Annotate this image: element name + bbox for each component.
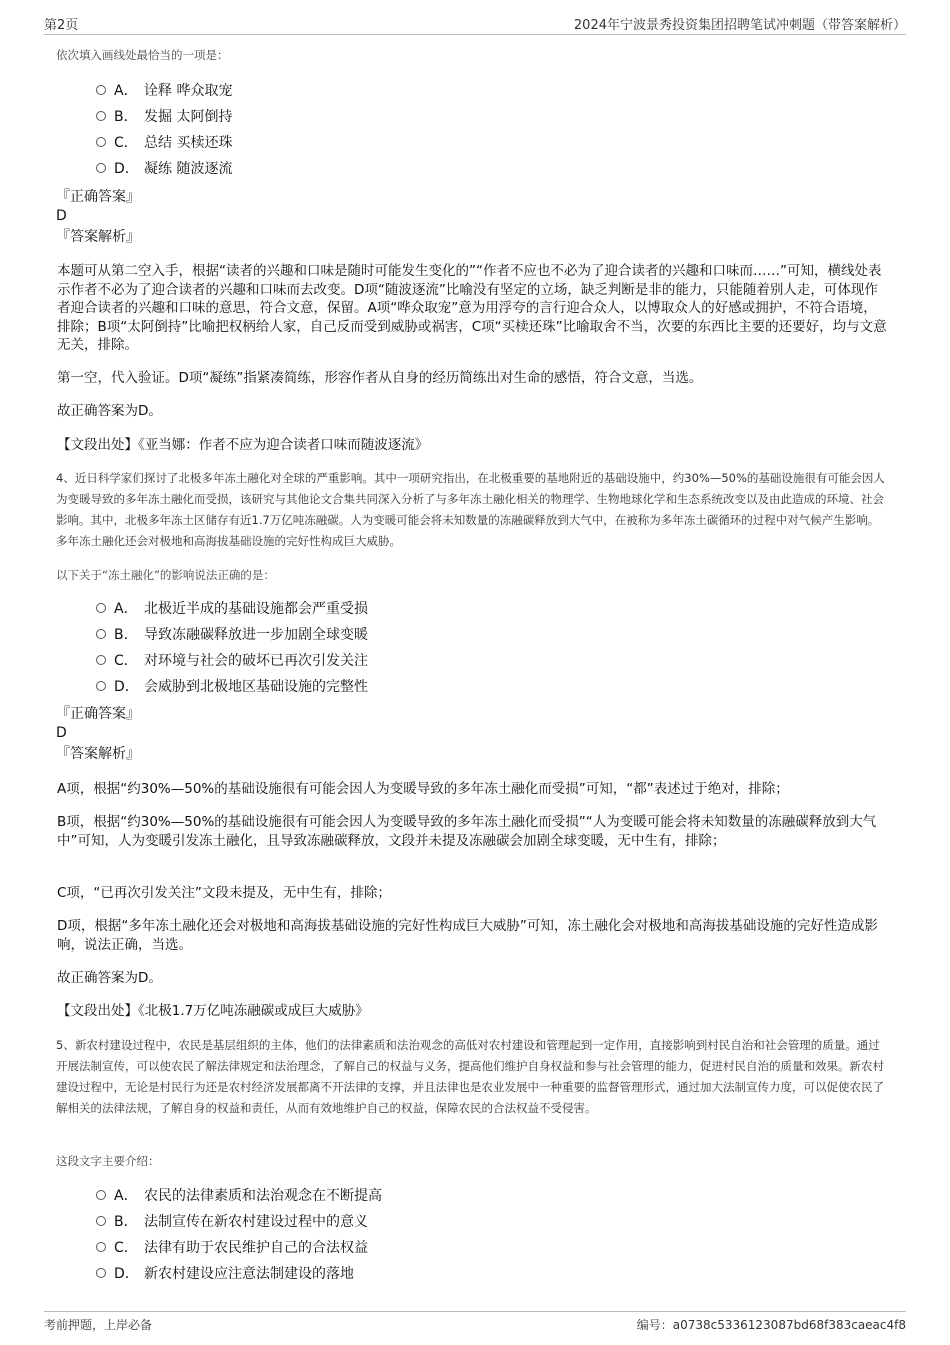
q3-source: 【文段出处】《亚当娜：作者不应为迎合读者口味而随波逐流》 [57, 437, 429, 453]
q4-analysis-label: 『答案解析』 [56, 746, 140, 762]
q4-source: 【文段出处】《北极1.7万亿吨冻融碳或成巨大威胁》 [57, 1003, 369, 1019]
q3-instruction: 依次填入画线处最恰当的一项是： [56, 48, 229, 62]
code-label: 编号： [636, 1318, 673, 1332]
q3-conclusion: 故正确答案为D。 [57, 403, 162, 419]
q3-option-c[interactable]: C． 总结 买椟还珠 [96, 133, 232, 153]
q5-option-c[interactable]: C． 法律有助于农民维护自己的合法权益 [96, 1238, 368, 1258]
q3-answer: D [56, 208, 67, 224]
radio-icon[interactable] [96, 603, 106, 613]
radio-icon[interactable] [96, 111, 106, 121]
q3-option-d[interactable]: D． 凝练 随波逐流 [96, 159, 232, 179]
q4-answer: D [56, 725, 67, 741]
radio-icon[interactable] [96, 655, 106, 665]
q5-option-d[interactable]: D． 新农村建设应注意法制建设的落地 [96, 1264, 354, 1284]
code-value: a0738c5336123087bd68f383caeac4f8 [672, 1318, 906, 1332]
page-header [44, 12, 906, 35]
q4-analysis-a: A项，根据“约30%—50%的基础设施很有可能会因人为变暖导致的多年冻土融化而受损”可知，“都”表述过于绝对，排除； [57, 781, 789, 797]
radio-icon[interactable] [96, 681, 106, 691]
q4-option-c[interactable]: C． 对环境与社会的破坏已再次引发关注 [96, 651, 368, 671]
q5-option-b[interactable]: B． 法制宣传在新农村建设过程中的意义 [96, 1212, 368, 1232]
q4-conclusion: 故正确答案为D。 [57, 970, 162, 986]
radio-icon[interactable] [96, 629, 106, 639]
q4-analysis-b: B项，根据“约30%—50%的基础设施很有可能会因人为变暖导致的多年冻土融化而受损”“人为变暖可能会将未知数量的冻融碳释放到大气中”可知，人为变暖引发冻土融化，且导致冻融碳释放，文段并未提及冻融碳会加剧全球变暖，无中生有，排除； [57, 814, 877, 849]
q4-answer-label: 『正确答案』 [56, 706, 140, 722]
q3-option-a[interactable]: A． 诠释 哗众取宠 [96, 81, 232, 101]
page-number: 第2页 [44, 18, 79, 33]
q4-passage: 4、近日科学家们探讨了北极多年冻土融化对全球的严重影响。其中一项研究指出，在北极重要的基地附近的基础设施中，约30%—50%的基础设施很有可能会因人为变暖导致的多年冻土融化而受损，该研究与其他论文合集共同深入分析了与多年冻土融化相关的物理学、生物地球化学和生态系统改变以及由此造成的环境、社会影响。其中，北极多年冻土区储存有近1.7万亿吨冻融碳。人为变暖可能会将未知数量的冻融碳释放到大气中，在被称为多年冻土碳循环的过程中对气候产生影响。多年冻土融化还会对极地和高海拔基础设施的完好性构成巨大威胁。 [56, 471, 885, 548]
radio-icon[interactable] [96, 1242, 106, 1252]
q5-option-a[interactable]: A． 农民的法律素质和法治观念在不断提高 [96, 1186, 382, 1206]
radio-icon[interactable] [96, 1268, 106, 1278]
document-code [637, 1316, 906, 1333]
q3-analysis-label: 『答案解析』 [56, 229, 140, 245]
q3-answer-label: 『正确答案』 [56, 189, 140, 205]
q5-instruction: 这段文字主要介绍： [56, 1154, 160, 1168]
radio-icon[interactable] [96, 1190, 106, 1200]
q4-analysis-c: C项，“已再次引发关注”文段未提及，无中生有，排除； [57, 885, 391, 901]
radio-icon[interactable] [96, 163, 106, 173]
document-title: 2024年宁波景秀投资集团招聘笔试冲刺题（带答案解析） [573, 18, 906, 33]
radio-icon[interactable] [96, 1216, 106, 1226]
radio-icon[interactable] [96, 137, 106, 147]
q3-analysis-paragraph: 本题可从第二空入手，根据“读者的兴趣和口味是随时可能发生变化的”“作者不应也不必为了迎合读者的兴趣和口味而……”可知，横线处表示作者不必为了迎合读者的兴趣和口味而去改变。D项“随波逐流”比喻没有坚定的立场，缺乏判断是非的能力，只能随着别人走，可体现作者迎合读者的兴趣和口味的意思，符合文意，保留。A项“哗众取宠”意为用浮夸的言行迎合众人，以博取众人的好感或拥护，不符合语境，排除；B项“太阿倒持”比喻把权柄给人家，自己反而受到威胁或祸害，C项“买椟还珠”比喻取舍不当，次要的东西比主要的还要好，均与文意无关，排除。 [57, 263, 887, 353]
q4-option-b[interactable]: B． 导致冻融碳释放进一步加剧全球变暖 [96, 625, 368, 645]
radio-icon[interactable] [96, 85, 106, 95]
footer-slogan: 考前押题，上岸必备 [44, 1318, 153, 1332]
q5-passage: 5、新农村建设过程中，农民是基层组织的主体，他们的法律素质和法治观念的高低对农村建设和管理起到一定作用，直接影响到村民自治和社会管理的质量。通过开展法制宣传，可以使农民了解法律规定和法治理念，了解自己的权益与义务，提高他们维护自身权益和参与社会管理的能力，促进村民自治的质量和效果。新农村建设过程中，无论是村民行为还是农村经济发展都离不开法律的支撑，并且法律也是农业发展中一种重要的监督管理形式，通过加大法制宣传力度，可以促使农民了解相关的法律法规，了解自身的权益和责任，从而有效地维护自己的权益，保障农民的合法权益不受侵害。 [56, 1038, 884, 1115]
q4-instruction: 以下关于“冻土融化”的影响说法正确的是： [56, 568, 275, 582]
q4-option-a[interactable]: A． 北极近半成的基础设施都会严重受损 [96, 599, 368, 619]
page-footer [44, 1311, 906, 1337]
q3-option-b[interactable]: B． 发掘 太阿倒持 [96, 107, 232, 127]
q4-analysis-d: D项，根据“多年冻土融化还会对极地和高海拔基础设施的完好性构成巨大威胁”可知，冻土融化会对极地和高海拔基础设施的完好性造成影响，说法正确，当选。 [57, 918, 878, 953]
q4-option-d[interactable]: D． 会威胁到北极地区基础设施的完整性 [96, 677, 368, 697]
q3-analysis-paragraph: 第一空，代入验证。D项“凝练”指紧凑简练，形容作者从自身的经历简练出对生命的感悟，符合文意，当选。 [57, 370, 703, 386]
